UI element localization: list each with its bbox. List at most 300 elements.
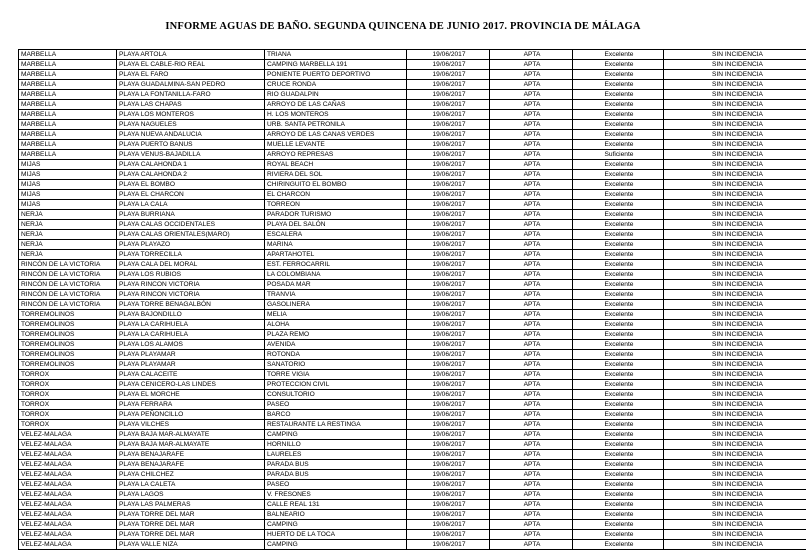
cell-calidad: Excelente — [573, 350, 664, 360]
cell-municipio: MIJAS — [19, 160, 117, 170]
cell-punto_muestreo: HUERTO DE LA TOCA — [265, 530, 407, 540]
cell-fecha: 19/06/2017 — [407, 330, 490, 340]
cell-municipio: RINCÓN DE LA VICTORIA — [19, 260, 117, 270]
cell-playa: PLAYA CALAS OCCIDENTALES — [117, 220, 265, 230]
bathing-water-table-container — [18, 49, 788, 550]
table-row — [19, 50, 806, 60]
table-row — [19, 80, 806, 90]
table-row — [19, 310, 806, 320]
cell-playa: PLAYA BURRIANA — [117, 210, 265, 220]
cell-playa: PLAYA EL MORCHE — [117, 390, 265, 400]
cell-fecha: 19/06/2017 — [407, 250, 490, 260]
cell-estado: APTA — [490, 430, 573, 440]
cell-fecha: 19/06/2017 — [407, 350, 490, 360]
cell-playa: PLAYA CHILCHEZ — [117, 470, 265, 480]
cell-incidencia: SIN INCIDENCIA — [664, 390, 806, 400]
cell-punto_muestreo: PARADA BUS — [265, 470, 407, 480]
cell-incidencia: SIN INCIDENCIA — [664, 130, 806, 140]
table-row — [19, 460, 806, 470]
cell-incidencia: SIN INCIDENCIA — [664, 190, 806, 200]
cell-incidencia: SIN INCIDENCIA — [664, 60, 806, 70]
cell-punto_muestreo: PASEO — [265, 480, 407, 490]
cell-fecha: 19/06/2017 — [407, 170, 490, 180]
cell-fecha: 19/06/2017 — [407, 430, 490, 440]
cell-estado: APTA — [490, 280, 573, 290]
cell-municipio: TORREMOLINOS — [19, 310, 117, 320]
cell-estado: APTA — [490, 120, 573, 130]
cell-incidencia: SIN INCIDENCIA — [664, 220, 806, 230]
cell-playa: PLAYA TORRECILLA — [117, 250, 265, 260]
cell-playa: PLAYA TORRE BENAGALBÓN — [117, 300, 265, 310]
table-row — [19, 430, 806, 440]
cell-municipio: VELEZ-MALAGA — [19, 460, 117, 470]
cell-fecha: 19/06/2017 — [407, 380, 490, 390]
cell-fecha: 19/06/2017 — [407, 180, 490, 190]
cell-municipio: VELEZ-MALAGA — [19, 530, 117, 540]
cell-municipio: TORREMOLINOS — [19, 320, 117, 330]
cell-punto_muestreo: ROTONDA — [265, 350, 407, 360]
cell-incidencia: SIN INCIDENCIA — [664, 470, 806, 480]
cell-playa: PLAYA TORRE DEL MAR — [117, 510, 265, 520]
cell-playa: PLAYA CENICERO-LAS LINDES — [117, 380, 265, 390]
cell-municipio: NERJA — [19, 240, 117, 250]
cell-calidad: Excelente — [573, 380, 664, 390]
cell-municipio: VELEZ-MALAGA — [19, 490, 117, 500]
cell-incidencia: SIN INCIDENCIA — [664, 200, 806, 210]
cell-calidad: Excelente — [573, 400, 664, 410]
cell-municipio: MIJAS — [19, 200, 117, 210]
cell-incidencia: SIN INCIDENCIA — [664, 500, 806, 510]
cell-punto_muestreo: SANATORIO — [265, 360, 407, 370]
cell-incidencia: SIN INCIDENCIA — [664, 370, 806, 380]
cell-fecha: 19/06/2017 — [407, 140, 490, 150]
cell-fecha: 19/06/2017 — [407, 210, 490, 220]
cell-municipio: VELEZ-MALAGA — [19, 440, 117, 450]
table-body — [19, 50, 806, 550]
cell-punto_muestreo: CAMPING — [265, 430, 407, 440]
cell-punto_muestreo: URB. SANTA PETRONILA — [265, 120, 407, 130]
cell-incidencia: SIN INCIDENCIA — [664, 520, 806, 530]
table-row — [19, 120, 806, 130]
cell-fecha: 19/06/2017 — [407, 310, 490, 320]
cell-municipio: MARBELLA — [19, 60, 117, 70]
cell-fecha: 19/06/2017 — [407, 370, 490, 380]
cell-fecha: 19/06/2017 — [407, 460, 490, 470]
cell-estado: APTA — [490, 250, 573, 260]
cell-fecha: 19/06/2017 — [407, 260, 490, 270]
cell-estado: APTA — [490, 500, 573, 510]
cell-playa: PLAYA BAJA MAR-ALMAYATE — [117, 440, 265, 450]
cell-incidencia: SIN INCIDENCIA — [664, 330, 806, 340]
cell-calidad: Excelente — [573, 420, 664, 430]
cell-municipio: NERJA — [19, 220, 117, 230]
cell-estado: APTA — [490, 50, 573, 60]
cell-fecha: 19/06/2017 — [407, 420, 490, 430]
cell-estado: APTA — [490, 130, 573, 140]
cell-fecha: 19/06/2017 — [407, 300, 490, 310]
cell-playa: PLAYA CALAHONDA 2 — [117, 170, 265, 180]
cell-estado: APTA — [490, 440, 573, 450]
cell-municipio: VELEZ-MALAGA — [19, 520, 117, 530]
cell-municipio: TORROX — [19, 390, 117, 400]
cell-playa: PLAYA VALLE NIZA — [117, 540, 265, 550]
cell-playa: PLAYA CALAHONDA 1 — [117, 160, 265, 170]
cell-estado: APTA — [490, 240, 573, 250]
cell-calidad: Excelente — [573, 110, 664, 120]
cell-calidad: Excelente — [573, 190, 664, 200]
cell-estado: APTA — [490, 230, 573, 240]
cell-estado: APTA — [490, 270, 573, 280]
cell-punto_muestreo: RIO GUADALPIN — [265, 90, 407, 100]
cell-calidad: Excelente — [573, 370, 664, 380]
cell-incidencia: SIN INCIDENCIA — [664, 250, 806, 260]
cell-calidad: Excelente — [573, 430, 664, 440]
cell-incidencia: SIN INCIDENCIA — [664, 540, 806, 550]
cell-incidencia: SIN INCIDENCIA — [664, 510, 806, 520]
table-row — [19, 160, 806, 170]
cell-playa: PLAYA EL CABLE-RIO REAL — [117, 60, 265, 70]
cell-municipio: RINCÓN DE LA VICTORIA — [19, 270, 117, 280]
cell-punto_muestreo: CALLE REAL 131 — [265, 500, 407, 510]
cell-municipio: MARBELLA — [19, 100, 117, 110]
cell-playa: PLAYA BENAJARAFE — [117, 460, 265, 470]
cell-municipio: TORREMOLINOS — [19, 360, 117, 370]
cell-playa: PLAYA EL FARO — [117, 70, 265, 80]
cell-municipio: RINCÓN DE LA VICTORIA — [19, 300, 117, 310]
cell-fecha: 19/06/2017 — [407, 280, 490, 290]
table-row — [19, 60, 806, 70]
table-row — [19, 450, 806, 460]
cell-estado: APTA — [490, 190, 573, 200]
cell-punto_muestreo: CONSULTORIO — [265, 390, 407, 400]
table-row — [19, 360, 806, 370]
cell-punto_muestreo: RIVIERA DEL SOL — [265, 170, 407, 180]
cell-estado: APTA — [490, 350, 573, 360]
cell-fecha: 19/06/2017 — [407, 480, 490, 490]
cell-punto_muestreo: PLAYA DEL SALÓN — [265, 220, 407, 230]
cell-playa: PLAYA LA CARIHUELA — [117, 330, 265, 340]
cell-punto_muestreo: PASEO — [265, 400, 407, 410]
cell-incidencia: SIN INCIDENCIA — [664, 420, 806, 430]
cell-punto_muestreo: PLAZA REMO — [265, 330, 407, 340]
cell-calidad: Excelente — [573, 270, 664, 280]
cell-punto_muestreo: LA COLOMBIANA — [265, 270, 407, 280]
cell-punto_muestreo: GASOLINERA — [265, 300, 407, 310]
cell-fecha: 19/06/2017 — [407, 320, 490, 330]
cell-punto_muestreo: POSADA MAR — [265, 280, 407, 290]
table-row — [19, 380, 806, 390]
cell-incidencia: SIN INCIDENCIA — [664, 530, 806, 540]
cell-punto_muestreo: LAURELES — [265, 450, 407, 460]
cell-playa: PLAYA LAGOS — [117, 490, 265, 500]
cell-playa: PLAYA VENUS-BAJADILLA — [117, 150, 265, 160]
cell-municipio: MIJAS — [19, 170, 117, 180]
cell-estado: APTA — [490, 260, 573, 270]
cell-estado: APTA — [490, 220, 573, 230]
cell-fecha: 19/06/2017 — [407, 290, 490, 300]
cell-incidencia: SIN INCIDENCIA — [664, 300, 806, 310]
cell-punto_muestreo: HORNILLO — [265, 440, 407, 450]
cell-fecha: 19/06/2017 — [407, 340, 490, 350]
cell-playa: PLAYA EL CHARCON — [117, 190, 265, 200]
cell-municipio: MARBELLA — [19, 150, 117, 160]
cell-punto_muestreo: RESTAURANTE LA RESTINGA — [265, 420, 407, 430]
cell-punto_muestreo: ARROYO REPRESAS — [265, 150, 407, 160]
cell-calidad: Excelente — [573, 130, 664, 140]
table-row — [19, 100, 806, 110]
cell-municipio: TORREMOLINOS — [19, 330, 117, 340]
cell-incidencia: SIN INCIDENCIA — [664, 430, 806, 440]
cell-punto_muestreo: ARROYO DE LAS CAÑAS — [265, 100, 407, 110]
cell-incidencia: SIN INCIDENCIA — [664, 290, 806, 300]
cell-calidad: Excelente — [573, 170, 664, 180]
cell-fecha: 19/06/2017 — [407, 240, 490, 250]
cell-estado: APTA — [490, 390, 573, 400]
cell-fecha: 19/06/2017 — [407, 490, 490, 500]
cell-punto_muestreo: EL CHARCON — [265, 190, 407, 200]
cell-fecha: 19/06/2017 — [407, 220, 490, 230]
cell-fecha: 19/06/2017 — [407, 90, 490, 100]
cell-estado: APTA — [490, 90, 573, 100]
cell-punto_muestreo: V. FRESONES — [265, 490, 407, 500]
cell-estado: APTA — [490, 310, 573, 320]
cell-punto_muestreo: PROTECCION CIVIL — [265, 380, 407, 390]
cell-estado: APTA — [490, 320, 573, 330]
cell-calidad: Excelente — [573, 500, 664, 510]
table-row — [19, 300, 806, 310]
cell-punto_muestreo: BALNEARIO — [265, 510, 407, 520]
cell-calidad: Excelente — [573, 220, 664, 230]
cell-punto_muestreo: ROYAL BEACH — [265, 160, 407, 170]
cell-municipio: NERJA — [19, 210, 117, 220]
cell-playa: PLAYA LA CARIHUELA — [117, 320, 265, 330]
table-row — [19, 290, 806, 300]
cell-estado: APTA — [490, 410, 573, 420]
cell-incidencia: SIN INCIDENCIA — [664, 310, 806, 320]
cell-playa: PLAYA BAJA MAR-ALMAYATE — [117, 430, 265, 440]
table-row — [19, 480, 806, 490]
cell-estado: APTA — [490, 530, 573, 540]
cell-fecha: 19/06/2017 — [407, 270, 490, 280]
cell-playa: PLAYA RINCON VICTORIA — [117, 290, 265, 300]
table-row — [19, 530, 806, 540]
cell-incidencia: SIN INCIDENCIA — [664, 260, 806, 270]
cell-punto_muestreo: PARADOR TURISMO — [265, 210, 407, 220]
cell-municipio: MIJAS — [19, 180, 117, 190]
cell-municipio: MARBELLA — [19, 110, 117, 120]
cell-fecha: 19/06/2017 — [407, 200, 490, 210]
cell-estado: APTA — [490, 450, 573, 460]
cell-municipio: MARBELLA — [19, 130, 117, 140]
table-row — [19, 190, 806, 200]
cell-estado: APTA — [490, 510, 573, 520]
cell-incidencia: SIN INCIDENCIA — [664, 110, 806, 120]
cell-estado: APTA — [490, 60, 573, 70]
cell-calidad: Excelente — [573, 340, 664, 350]
cell-calidad: Excelente — [573, 390, 664, 400]
cell-playa: PLAYA LAS PALMERAS — [117, 500, 265, 510]
cell-punto_muestreo: MELIA — [265, 310, 407, 320]
cell-municipio: VELEZ-MALAGA — [19, 450, 117, 460]
cell-punto_muestreo: MUELLE LEVANTE — [265, 140, 407, 150]
cell-calidad: Excelente — [573, 210, 664, 220]
cell-estado: APTA — [490, 370, 573, 380]
cell-incidencia: SIN INCIDENCIA — [664, 140, 806, 150]
cell-calidad: Excelente — [573, 410, 664, 420]
cell-playa: PLAYA NAGUELES — [117, 120, 265, 130]
cell-estado: APTA — [490, 330, 573, 340]
cell-playa: PLAYA BENAJARAFE — [117, 450, 265, 460]
cell-fecha: 19/06/2017 — [407, 130, 490, 140]
cell-punto_muestreo: TORREON — [265, 200, 407, 210]
table-row — [19, 350, 806, 360]
cell-municipio: VELEZ-MALAGA — [19, 500, 117, 510]
cell-calidad: Suficiente — [573, 150, 664, 160]
cell-municipio: MIJAS — [19, 190, 117, 200]
cell-municipio: TORROX — [19, 410, 117, 420]
cell-fecha: 19/06/2017 — [407, 390, 490, 400]
cell-calidad: Excelente — [573, 280, 664, 290]
cell-fecha: 19/06/2017 — [407, 470, 490, 480]
cell-fecha: 19/06/2017 — [407, 450, 490, 460]
cell-fecha: 19/06/2017 — [407, 540, 490, 550]
cell-playa: PLAYA PLAYAMAR — [117, 360, 265, 370]
cell-estado: APTA — [490, 360, 573, 370]
cell-punto_muestreo: PONIENTE PUERTO DEPORTIVO — [265, 70, 407, 80]
table-row — [19, 130, 806, 140]
cell-estado: APTA — [490, 490, 573, 500]
cell-estado: APTA — [490, 140, 573, 150]
cell-punto_muestreo: TRANVIA — [265, 290, 407, 300]
cell-calidad: Excelente — [573, 520, 664, 530]
cell-incidencia: SIN INCIDENCIA — [664, 320, 806, 330]
cell-estado: APTA — [490, 540, 573, 550]
table-row — [19, 440, 806, 450]
cell-calidad: Excelente — [573, 230, 664, 240]
cell-playa: PLAYA TORRE DEL MAR — [117, 530, 265, 540]
cell-incidencia: SIN INCIDENCIA — [664, 170, 806, 180]
cell-estado: APTA — [490, 420, 573, 430]
cell-fecha: 19/06/2017 — [407, 510, 490, 520]
cell-incidencia: SIN INCIDENCIA — [664, 180, 806, 190]
cell-calidad: Excelente — [573, 470, 664, 480]
cell-calidad: Excelente — [573, 300, 664, 310]
cell-fecha: 19/06/2017 — [407, 500, 490, 510]
cell-incidencia: SIN INCIDENCIA — [664, 450, 806, 460]
table-row — [19, 250, 806, 260]
cell-calidad: Excelente — [573, 60, 664, 70]
cell-estado: APTA — [490, 300, 573, 310]
cell-calidad: Excelente — [573, 70, 664, 80]
cell-incidencia: SIN INCIDENCIA — [664, 100, 806, 110]
cell-calidad: Excelente — [573, 80, 664, 90]
cell-estado: APTA — [490, 470, 573, 480]
table-row — [19, 370, 806, 380]
cell-fecha: 19/06/2017 — [407, 80, 490, 90]
table-row — [19, 180, 806, 190]
cell-estado: APTA — [490, 70, 573, 80]
cell-municipio: NERJA — [19, 250, 117, 260]
cell-calidad: Excelente — [573, 200, 664, 210]
cell-playa: PLAYA TORRE DEL MAR — [117, 520, 265, 530]
cell-estado: APTA — [490, 150, 573, 160]
table-row — [19, 170, 806, 180]
cell-municipio: MARBELLA — [19, 80, 117, 90]
cell-incidencia: SIN INCIDENCIA — [664, 280, 806, 290]
cell-calidad: Excelente — [573, 360, 664, 370]
cell-municipio: VELEZ-MALAGA — [19, 470, 117, 480]
cell-fecha: 19/06/2017 — [407, 530, 490, 540]
cell-playa: PLAYA FERRARA — [117, 400, 265, 410]
table-row — [19, 70, 806, 80]
cell-incidencia: SIN INCIDENCIA — [664, 80, 806, 90]
table-row — [19, 520, 806, 530]
cell-playa: PLAYA RINCON VICTORIA — [117, 280, 265, 290]
cell-incidencia: SIN INCIDENCIA — [664, 240, 806, 250]
cell-punto_muestreo: MARINA — [265, 240, 407, 250]
cell-incidencia: SIN INCIDENCIA — [664, 70, 806, 80]
cell-playa: PLAYA LOS ALAMOS — [117, 340, 265, 350]
table-row — [19, 340, 806, 350]
cell-incidencia: SIN INCIDENCIA — [664, 440, 806, 450]
cell-municipio: RINCÓN DE LA VICTORIA — [19, 280, 117, 290]
cell-calidad: Excelente — [573, 330, 664, 340]
cell-municipio: TORROX — [19, 400, 117, 410]
cell-calidad: Excelente — [573, 460, 664, 470]
cell-incidencia: SIN INCIDENCIA — [664, 160, 806, 170]
cell-playa: PLAYA LA CALA — [117, 200, 265, 210]
table-row — [19, 280, 806, 290]
cell-calidad: Excelente — [573, 90, 664, 100]
cell-playa: PLAYA NUEVA ANDALUCIA — [117, 130, 265, 140]
table-row — [19, 110, 806, 120]
cell-municipio: TORROX — [19, 380, 117, 390]
cell-playa: PLAYA LOS MONTEROS — [117, 110, 265, 120]
cell-playa: PLAYA PUERTO BANUS — [117, 140, 265, 150]
cell-estado: APTA — [490, 380, 573, 390]
cell-fecha: 19/06/2017 — [407, 120, 490, 130]
cell-municipio: VELEZ-MALAGA — [19, 430, 117, 440]
cell-estado: APTA — [490, 170, 573, 180]
cell-estado: APTA — [490, 340, 573, 350]
table-row — [19, 90, 806, 100]
table-row — [19, 260, 806, 270]
cell-punto_muestreo: TRIANA — [265, 50, 407, 60]
table-row — [19, 490, 806, 500]
cell-punto_muestreo: CHIRINGUITO EL BOMBO — [265, 180, 407, 190]
cell-playa: PLAYA LAS CHAPAS — [117, 100, 265, 110]
cell-calidad: Excelente — [573, 140, 664, 150]
cell-playa: PLAYA BAJONDILLO — [117, 310, 265, 320]
cell-municipio: MARBELLA — [19, 120, 117, 130]
table-row — [19, 210, 806, 220]
table-row — [19, 270, 806, 280]
cell-playa: PLAYA CALA DEL MORAL — [117, 260, 265, 270]
cell-incidencia: SIN INCIDENCIA — [664, 340, 806, 350]
cell-punto_muestreo: CAMPING MARBELLA 191 — [265, 60, 407, 70]
cell-estado: APTA — [490, 480, 573, 490]
table-row — [19, 150, 806, 160]
cell-playa: PLAYA PLAYAMAR — [117, 350, 265, 360]
cell-fecha: 19/06/2017 — [407, 160, 490, 170]
cell-playa: PLAYA EL BOMBO — [117, 180, 265, 190]
cell-calidad: Excelente — [573, 310, 664, 320]
cell-incidencia: SIN INCIDENCIA — [664, 120, 806, 130]
cell-punto_muestreo: APARTAHOTEL — [265, 250, 407, 260]
cell-punto_muestreo: CAMPING — [265, 540, 407, 550]
cell-playa: PLAYA PLAYAZO — [117, 240, 265, 250]
cell-calidad: Excelente — [573, 160, 664, 170]
